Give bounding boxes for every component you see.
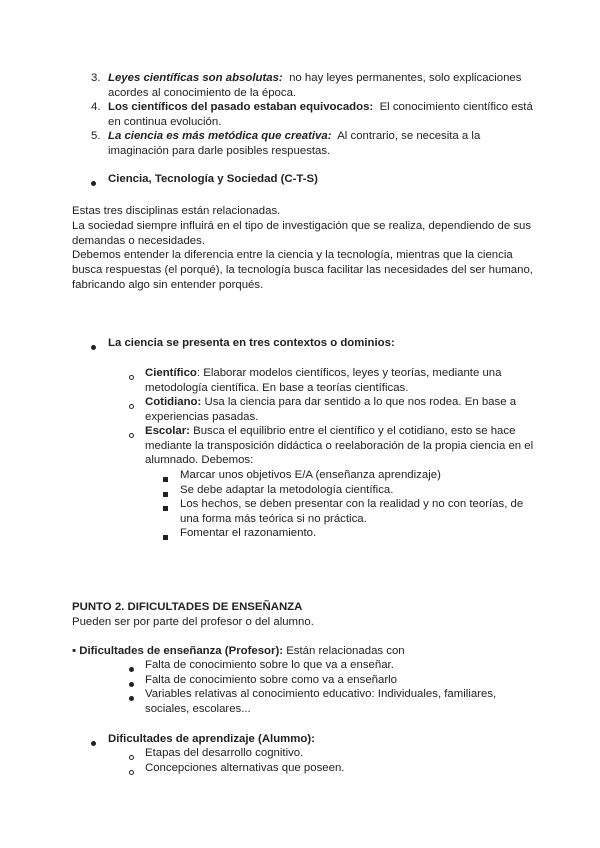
sub-item-text: Fomentar el razonamiento.	[180, 527, 317, 539]
difficulty-line	[72, 644, 405, 659]
numbered-item-text: Al contrario, se necesita a la	[337, 130, 481, 142]
bullet-circle-icon	[129, 428, 134, 443]
context-text: Usa la ciencia para dar sentido a lo que nos rodea. En base a	[201, 396, 517, 408]
numbered-item-text: acordes al conocimiento de la época.	[108, 87, 297, 99]
bullet-circle-icon	[129, 765, 134, 780]
numbered-item-title: Leyes científicas son absolutas:	[108, 72, 283, 84]
numbered-item-title: Los científicos del pasado estaban equivocados:	[108, 101, 374, 113]
bullet-circle-icon	[129, 399, 134, 414]
paragraph-line: Estas tres disciplinas están relacionadas.	[72, 205, 281, 217]
numbered-item-line	[108, 100, 533, 115]
section-heading: PUNTO 2. DIFICULTADES DE ENSEÑANZA	[72, 601, 303, 613]
list-number: 5.	[91, 130, 101, 142]
context-text: mediante la transposición didáctica o reelaboración de la propia ciencia en el	[145, 440, 534, 452]
numbered-item-title: La ciencia es más metódica que creativa:	[108, 130, 332, 142]
difficulty-label: Dificultades de enseñanza (Profesor):	[79, 645, 284, 657]
bullet-circle-icon	[129, 750, 134, 765]
bullet-dot-icon	[91, 340, 96, 355]
numbered-item-text: imaginación para darle posibles respuestas.	[108, 145, 331, 157]
context-item-line	[145, 424, 515, 439]
section-heading: La ciencia se presenta en tres contextos o dominios:	[108, 337, 395, 349]
paragraph-line: demandas o necesidades.	[72, 235, 205, 247]
bullet-square-icon	[163, 487, 168, 502]
context-label: Cotidiano:	[145, 396, 202, 408]
paragraph-line: Debemos entender la diferencia entre la ciencia y la tecnología, mientras que la ciencia	[72, 249, 513, 261]
list-number: 4.	[91, 101, 101, 113]
context-label: Escolar:	[145, 425, 190, 437]
paragraph-line: La sociedad siempre influirá en el tipo de investigación que se realiza, dependiendo de sus	[72, 220, 532, 232]
paragraph-line: Pueden ser por parte del profesor o del alumno.	[72, 616, 314, 628]
list-item: Falta de conocimiento sobre como va a enseñarlo	[145, 674, 398, 686]
bullet-dot-icon	[129, 677, 134, 692]
bullet-square-icon	[163, 472, 168, 487]
paragraph-line: fabricando algo sin entender porqués.	[72, 279, 264, 291]
numbered-item-line	[108, 129, 480, 144]
sub-item-text: Marcar unos objetivos E/A (enseñanza aprendizaje)	[180, 469, 441, 481]
sub-item-text: Los hechos, se deben presentar con la realidad y no con teorías, de	[180, 498, 524, 510]
list-number: 3.	[91, 72, 101, 84]
context-text: : Elaborar modelos científicos, leyes y teorías, mediante una	[196, 367, 502, 379]
bullet-dot-icon	[129, 691, 134, 706]
context-item-line	[145, 395, 516, 410]
numbered-item-text: El conocimiento científico está	[379, 101, 533, 113]
sub-item-text: Se debe adaptar la metodología científica.	[180, 484, 394, 496]
section-heading: Ciencia, Tecnología y Sociedad (C-T-S)	[108, 173, 318, 185]
paragraph-line: busca respuestas (el porqué), la tecnología busca facilitar las necesidades del ser humano,	[72, 264, 533, 276]
context-label: Científico	[145, 367, 197, 379]
list-item: Concepciones alternativas que poseen.	[145, 762, 345, 774]
numbered-item-text: no hay leyes permanentes, solo explicaciones	[289, 72, 522, 84]
list-item: Falta de conocimiento sobre lo que va a enseñar.	[145, 659, 394, 671]
numbered-item-line	[108, 71, 521, 86]
bullet-dot-icon	[91, 176, 96, 191]
context-text: alumnado. Debemos:	[145, 454, 254, 466]
bullet-dot-icon	[91, 736, 96, 751]
list-item: Variables relativas al conocimiento educativo: Individuales, familiares,	[145, 688, 497, 700]
bullet-dot-icon	[129, 662, 134, 677]
numbered-item-text: en continua evolución.	[108, 116, 222, 128]
sub-item-text: una forma más teórica si no práctica.	[180, 513, 367, 525]
difficulty-label: Dificultades de aprendizaje (Alummo):	[108, 733, 315, 745]
context-item-line	[145, 366, 501, 381]
context-text: Busca el equilibrio entre el científico y el cotidiano, esto se hace	[189, 425, 516, 437]
bullet-square-icon	[163, 530, 168, 545]
bullet-square-icon	[163, 501, 168, 516]
difficulty-text: Están relacionadas con	[283, 645, 405, 657]
context-text: metodología científica. En base a teorías científicas.	[145, 382, 409, 394]
list-item: sociales, escolares...	[145, 703, 251, 715]
bullet-circle-icon	[129, 370, 134, 385]
context-text: experiencias pasadas.	[145, 411, 259, 423]
list-item: Etapas del desarrollo cognitivo.	[145, 747, 304, 759]
bullet-small-square-icon: ▪	[72, 645, 77, 657]
